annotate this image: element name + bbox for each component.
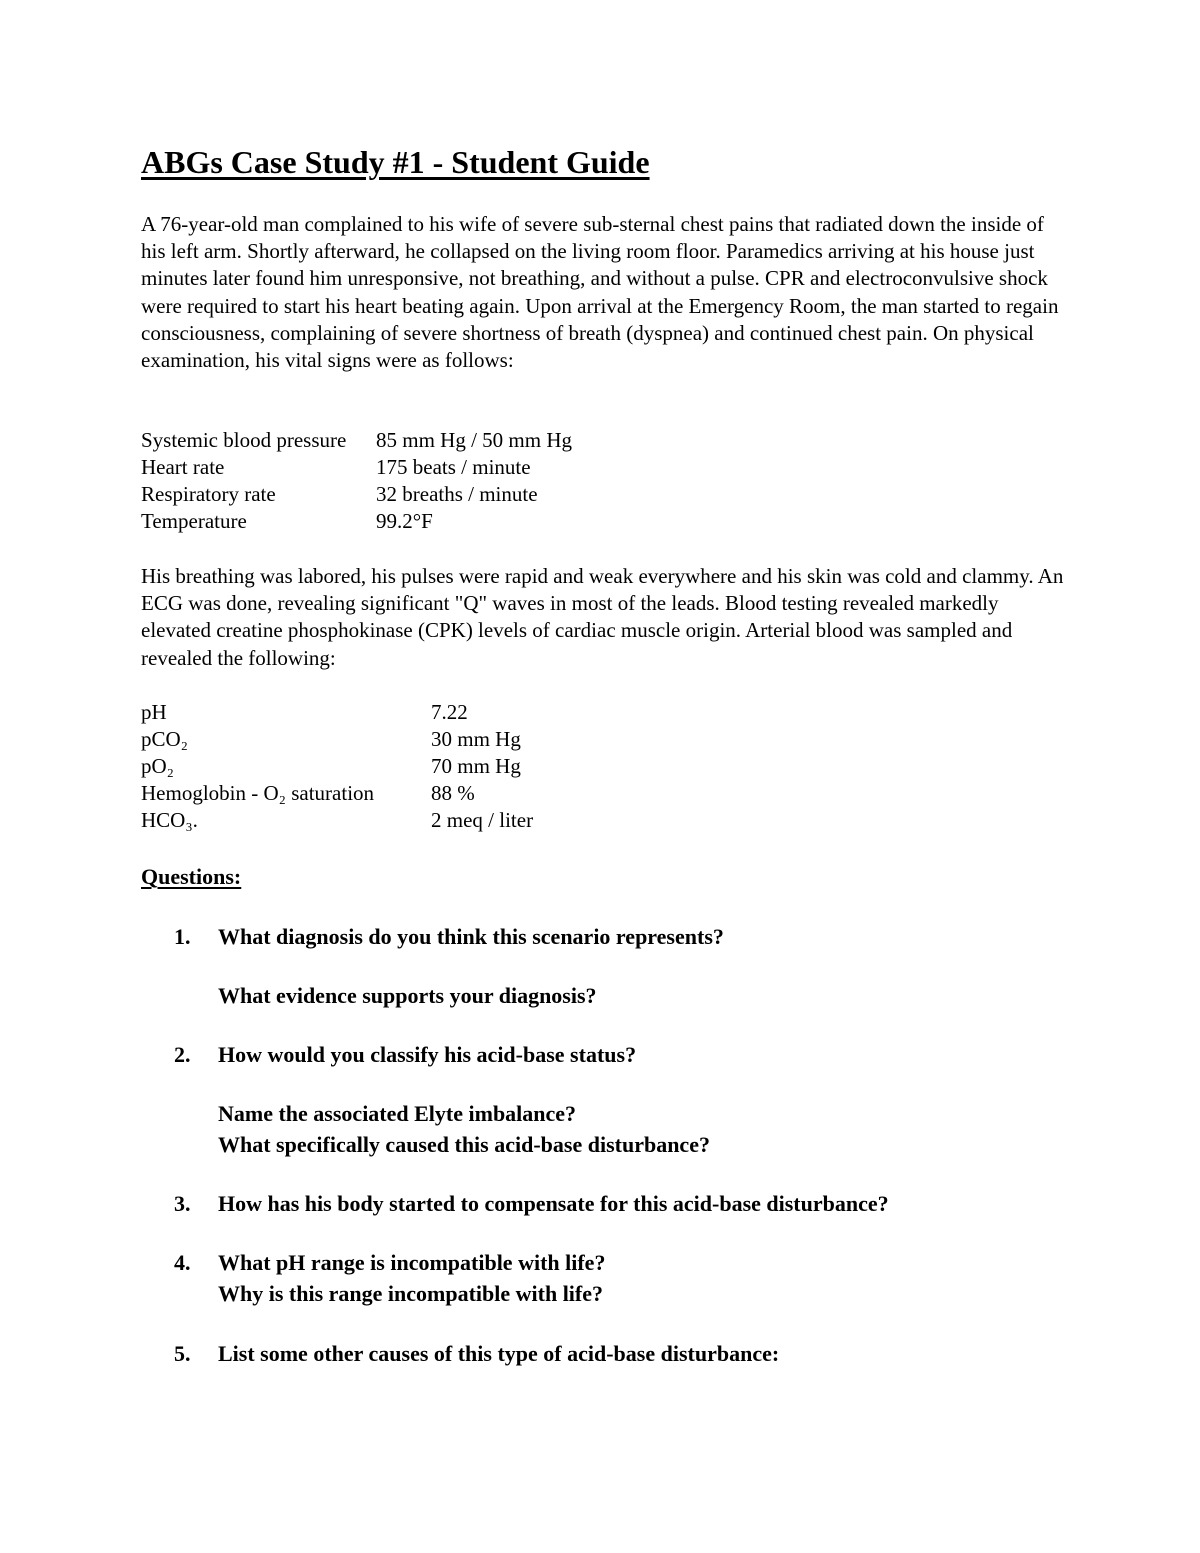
vital-row xyxy=(141,481,741,508)
vital-label: Heart rate xyxy=(141,455,225,479)
vital-value: 85 mm Hg / 50 mm Hg xyxy=(376,428,573,452)
abg-label: Hemoglobin - O₂ saturation xyxy=(141,781,375,805)
abg-row xyxy=(141,726,741,753)
abg-value: 30 mm Hg xyxy=(431,727,521,751)
question-line: What specifically caused this acid-base disturbance? xyxy=(218,1132,710,1157)
vital-row xyxy=(141,427,741,454)
document-title: ABGs Case Study #1 - Student Guide xyxy=(141,144,650,180)
vital-value: 99.2°F xyxy=(376,509,433,533)
question-line: What diagnosis do you think this scenario represents? xyxy=(218,924,724,949)
question-number: 4. xyxy=(174,1250,191,1275)
question-line: What pH range is incompatible with life? xyxy=(218,1250,606,1275)
abg-label: pH xyxy=(141,700,167,724)
question-line: Name the associated Elyte imbalance? xyxy=(218,1101,577,1126)
question-number: 1. xyxy=(174,924,191,949)
abg-results-table xyxy=(141,699,741,834)
vital-label: Temperature xyxy=(141,509,247,533)
vital-label: Respiratory rate xyxy=(141,482,276,506)
abg-row xyxy=(141,807,741,834)
question-line: List some other causes of this type of acid-base disturbance: xyxy=(218,1341,780,1366)
vital-signs-table xyxy=(141,427,741,535)
abg-row xyxy=(141,780,741,807)
question-line: Why is this range incompatible with life? xyxy=(218,1281,604,1306)
findings-paragraph: His breathing was labored, his pulses were rapid and weak everywhere and his skin was cold and clammy. An ECG was done, revealing significant "Q" waves in most of the leads. Blood testing revealed markedly elevated creatine phosphokinase (CPK) levels of cardiac muscle origin. Arterial blood was sampled and revealed the following: xyxy=(141,564,1064,670)
abg-label: pCO₂ xyxy=(141,727,188,751)
intro-paragraph: A 76-year-old man complained to his wife of severe sub-sternal chest pains that radiated down the inside of his left arm. Shortly afterward, he collapsed on the living room floor. Paramedics arriving at his house just minutes later found him unresponsive, not breathing, and without a pulse. CPR and electroconvulsive shock were required to start his heart beating again. Upon arrival at the Emergency Room, the man started to regain consciousness, complaining of severe shortness of breath (dyspnea) and continued chest pain. On physical examination, his vital signs were as follows: xyxy=(141,212,1059,373)
abg-value: 7.22 xyxy=(431,700,468,724)
question-line: How has his body started to compensate for this acid-base disturbance? xyxy=(218,1191,889,1216)
question-number: 5. xyxy=(174,1341,191,1366)
vital-row xyxy=(141,454,741,481)
abg-row xyxy=(141,753,741,780)
abg-value: 88 % xyxy=(431,781,475,805)
vital-value: 175 beats / minute xyxy=(376,455,531,479)
vital-label: Systemic blood pressure xyxy=(141,428,347,452)
question-line: What evidence supports your diagnosis? xyxy=(218,983,597,1008)
abg-label: HCO₃. xyxy=(141,808,198,832)
abg-value: 2 meq / liter xyxy=(431,808,534,832)
question-number: 3. xyxy=(174,1191,191,1216)
abg-row xyxy=(141,699,741,726)
question-number: 2. xyxy=(174,1042,191,1067)
vital-row xyxy=(141,508,741,535)
abg-label: pO₂ xyxy=(141,754,174,778)
questions-heading: Questions: xyxy=(141,864,242,889)
question-line: How would you classify his acid-base status? xyxy=(218,1042,637,1067)
abg-value: 70 mm Hg xyxy=(431,754,521,778)
vital-value: 32 breaths / minute xyxy=(376,482,538,506)
